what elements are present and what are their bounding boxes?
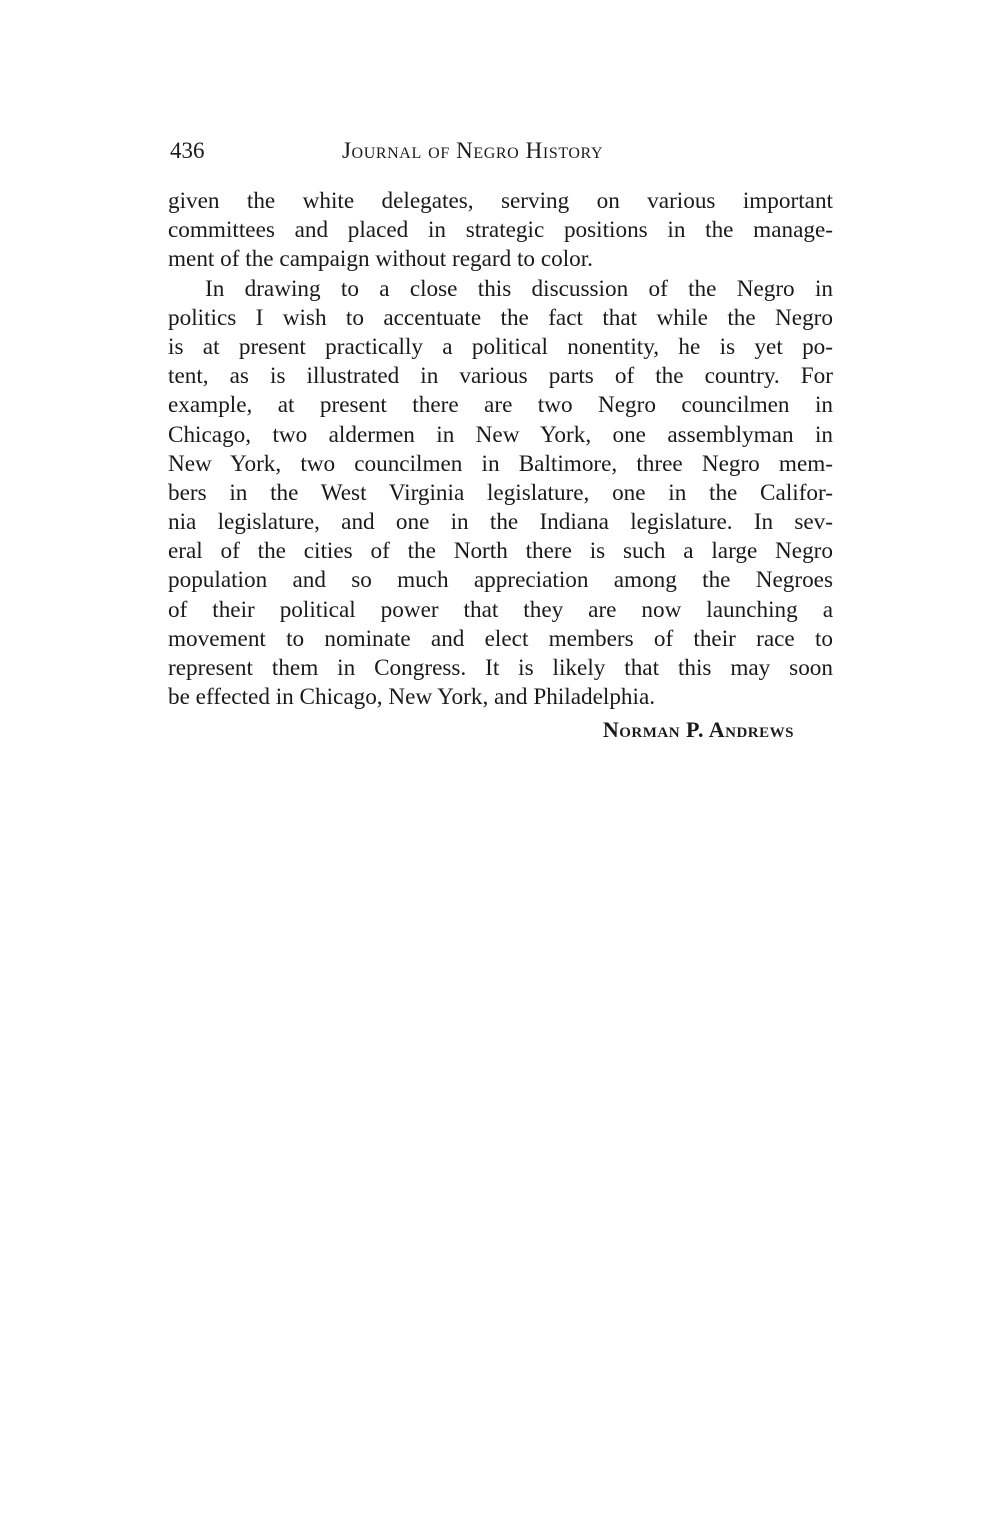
text-line: population and so much appreciation among the Negroes xyxy=(168,567,833,594)
text-line: be effected in Chicago, New York, and Philadelphia. xyxy=(168,684,656,711)
text-line: represent them in Congress. It is likely that this may soon xyxy=(168,655,833,681)
body-text xyxy=(168,187,833,712)
text-line: nia legislature, and one in the Indiana legislature. In sev- xyxy=(168,509,833,536)
text-line: eral of the cities of the North there is such a large Negro xyxy=(168,538,833,565)
paragraph-continued xyxy=(168,187,833,275)
text-line: politics I wish to accentuate the fact that while the Negro xyxy=(168,304,833,331)
text-line: ment of the campaign without regard to color. xyxy=(168,246,593,273)
text-line: movement to nominate and elect members of their race to xyxy=(168,625,833,652)
text-line: example, at present there are two Negro councilmen in xyxy=(168,392,833,419)
page-number: 436 xyxy=(170,138,205,163)
running-head xyxy=(168,134,833,168)
text-line: is at present practically a political nonentity, he is yet po- xyxy=(168,333,833,360)
text-line: committees and placed in strategic positions in the manage- xyxy=(168,217,833,244)
text-line: In drawing to a close this discussion of the Negro in xyxy=(205,275,833,302)
journal-title: Journal of Negro History xyxy=(342,138,604,163)
text-line: of their political power that they are now launching a xyxy=(168,596,833,623)
paragraph-conclusion xyxy=(168,275,833,713)
text-line: given the white delegates, serving on various important xyxy=(168,188,833,214)
text-line: Chicago, two aldermen in New York, one assemblyman in xyxy=(168,421,833,448)
text-line: New York, two councilmen in Baltimore, three Negro mem- xyxy=(168,450,833,477)
author-signature: Norman P. Andrews xyxy=(602,717,794,742)
text-line: tent, as is illustrated in various parts of the country. For xyxy=(168,363,833,390)
text-line: bers in the West Virginia legislature, one in the Califor- xyxy=(168,479,833,506)
